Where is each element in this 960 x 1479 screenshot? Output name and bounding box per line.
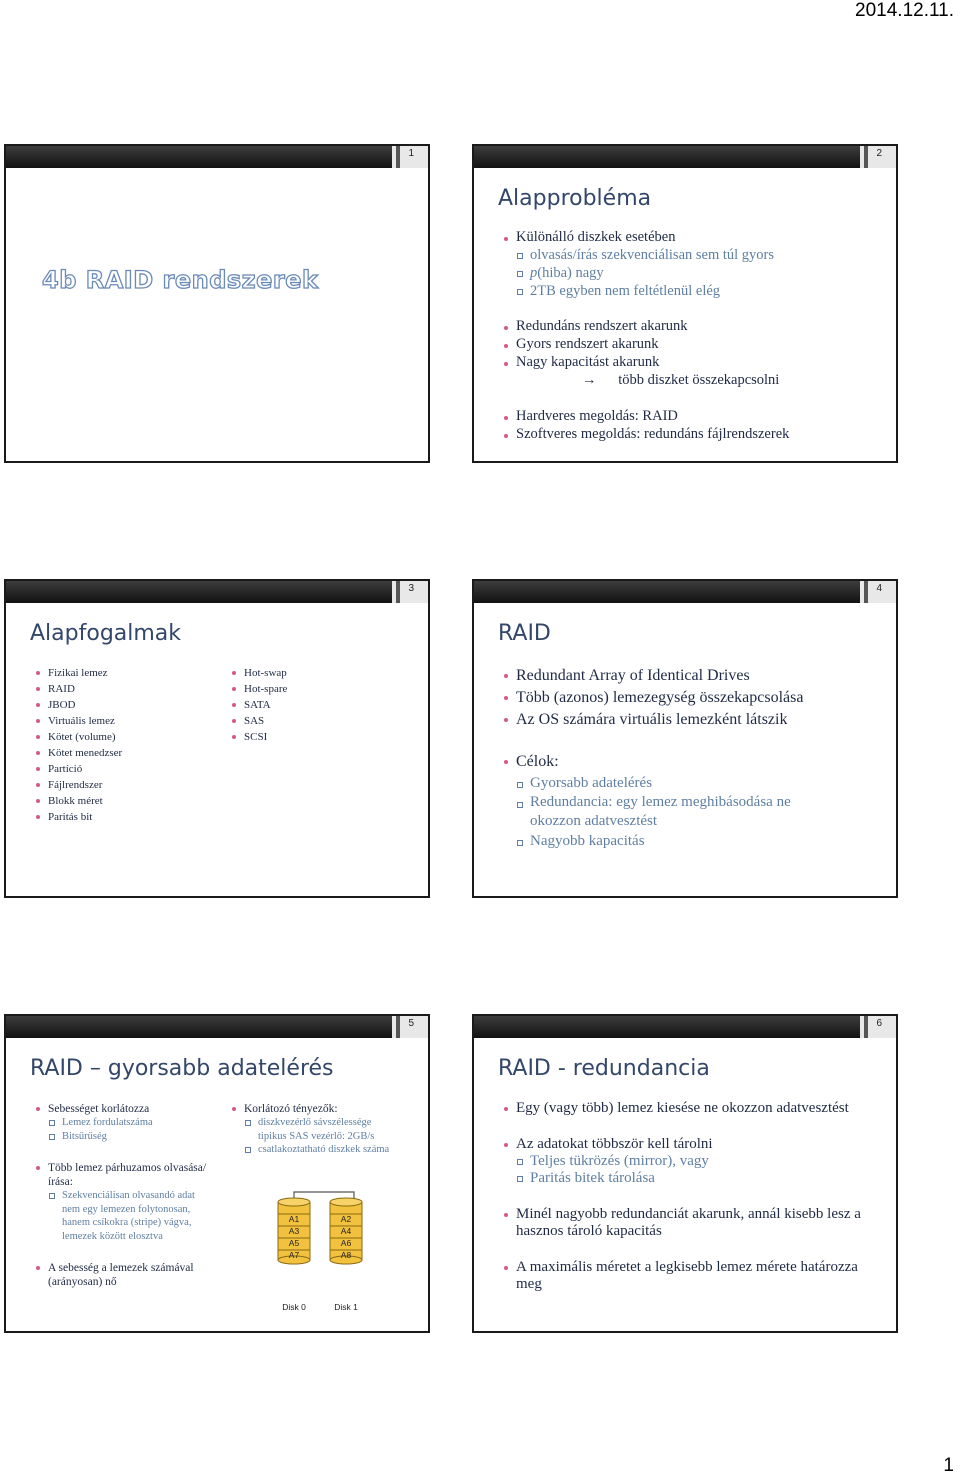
list-item: Blokk méret [34, 793, 122, 809]
list-item: Nagyobb kapacitás [502, 831, 830, 851]
list-item: csatlakoztatható diszkek száma [230, 1143, 398, 1157]
disk-1-label: Disk 1 [334, 1302, 358, 1312]
list-item: Különálló diszkek esetében [502, 228, 789, 246]
slide-4 [472, 579, 898, 898]
slide-3 [4, 579, 430, 898]
slide-top-bar [6, 1016, 428, 1038]
list-item: Bitsűrűség [34, 1130, 212, 1144]
item-prefix: p [530, 265, 538, 281]
slide-title: RAID – gyorsabb adatelérés [30, 1056, 334, 1081]
bullet-list [502, 228, 789, 443]
list-item: Fizikai lemez [34, 665, 122, 681]
page-number: 1 [943, 1455, 954, 1476]
bullet-list-left [34, 1102, 212, 1289]
slide-2 [472, 144, 898, 463]
list-item: Partíció [34, 761, 122, 777]
block-label: A3 [288, 1226, 300, 1236]
list-item: A sebesség a lemezek számával (arányosan) nő [34, 1261, 212, 1289]
list-item: → több diszket összekapcsolni [582, 372, 780, 388]
list-item: Hardveres megoldás: RAID [502, 407, 789, 425]
slide-number: 2 [876, 148, 882, 159]
list-item: Az OS számára virtuális lemezként látszik [502, 709, 830, 731]
list-item: Paritás bit [34, 809, 122, 825]
arrow-right-icon: → [582, 372, 597, 388]
bullet-list-right [230, 1102, 398, 1157]
list-item: Korlátozó tényezők: [230, 1102, 398, 1116]
block-label: A2 [340, 1214, 352, 1224]
list-item: SCSI [230, 729, 287, 745]
list-item: A maximális méretet a legkisebb lemez mérete határozza meg [502, 1259, 872, 1293]
slide-number: 1 [408, 148, 414, 159]
list-item: Kötet (volume) [34, 729, 122, 745]
header-date: 2014.12.11. [855, 0, 954, 21]
slide-number: 5 [408, 1018, 414, 1029]
list-item: diszkvezérlő sávszélessége tipikus SAS vezérlő: 2GB/s [230, 1116, 398, 1143]
list-item: Paritás bitek tárolása [502, 1170, 872, 1187]
block-label: A1 [288, 1214, 300, 1224]
slide-top-bar [6, 581, 428, 603]
list-item: Minél nagyobb redundanciát akarunk, annál kisebb lesz a hasznos tároló kapacitás [502, 1206, 872, 1240]
disk-0-label: Disk 0 [282, 1302, 306, 1312]
list-item: olvasás/írás szekvenciálisan sem túl gyors [502, 246, 789, 264]
list-item: Gyors rendszert akarunk [502, 335, 789, 353]
block-label: A5 [288, 1238, 300, 1248]
slide-title: RAID [498, 621, 551, 646]
list-item: Hot-spare [230, 681, 287, 697]
list-item: 2TB egyben nem feltétlenül elég [502, 282, 789, 300]
slide-1 [4, 144, 430, 463]
slide-6 [472, 1014, 898, 1333]
list-item: Lemez fordulatszáma [34, 1116, 212, 1130]
raid0-diagram [268, 1184, 378, 1314]
list-item: SATA [230, 697, 287, 713]
list-item: Több lemez párhuzamos olvasása/írása: [34, 1161, 212, 1189]
list-item: Gyorsabb adatelérés [502, 773, 830, 793]
list-item: Célok: [502, 751, 830, 773]
block-label: A6 [340, 1238, 352, 1248]
slide-title: Alapprobléma [498, 186, 652, 211]
list-item: Virtuális lemez [34, 713, 122, 729]
list-item: Hot-swap [230, 665, 287, 681]
slide-title: 4b RAID rendszerek [42, 266, 319, 294]
list-item: Kötet menedzser [34, 745, 122, 761]
list-item: p(hiba) nagy [502, 264, 789, 282]
slide-title: RAID - redundancia [498, 1056, 710, 1081]
list-item: SAS [230, 713, 287, 729]
slide-top-bar [6, 146, 428, 168]
list-item: Több (azonos) lemezegység összekapcsolása [502, 687, 830, 709]
bullet-list [502, 665, 830, 851]
list-item: Teljes tükrözés (mirror), vagy [502, 1153, 872, 1170]
slide-number: 4 [876, 583, 882, 594]
slide-number: 6 [876, 1018, 882, 1029]
slide-top-bar [474, 581, 896, 603]
list-item: JBOD [34, 697, 122, 713]
block-label: A8 [340, 1250, 352, 1260]
bullet-list [502, 1100, 872, 1293]
list-item: Redundancia: egy lemez meghibásodása ne okozzon adatvesztést [502, 793, 830, 831]
list-item: Az adatokat többször kell tárolni [502, 1136, 872, 1153]
bullet-list-right [230, 665, 287, 745]
slide-title: Alapfogalmak [30, 621, 182, 646]
list-item: Sebességet korlátozza [34, 1102, 212, 1116]
list-item: Szekvenciálisan olvasandó adat nem egy lemezen folytonosan, hanem csíkokra (stripe) vágva, lemezek között elosztva [34, 1189, 212, 1243]
slide-5 [4, 1014, 430, 1333]
list-item: Nagy kapacitást akarunk [502, 353, 789, 371]
list-item: Fájlrendszer [34, 777, 122, 793]
list-item: Redundant Array of Identical Drives [502, 665, 830, 687]
block-label: A4 [340, 1226, 352, 1236]
list-item: Redundáns rendszert akarunk [502, 317, 789, 335]
block-label: A7 [288, 1250, 300, 1260]
bullet-list-left [34, 665, 122, 825]
list-item: RAID [34, 681, 122, 697]
list-item: Szoftveres megoldás: redundáns fájlrendszerek [502, 425, 789, 443]
slide-top-bar [474, 1016, 896, 1038]
slide-number: 3 [408, 583, 414, 594]
slide-top-bar [474, 146, 896, 168]
list-item: Egy (vagy több) lemez kiesése ne okozzon adatvesztést [502, 1100, 872, 1117]
